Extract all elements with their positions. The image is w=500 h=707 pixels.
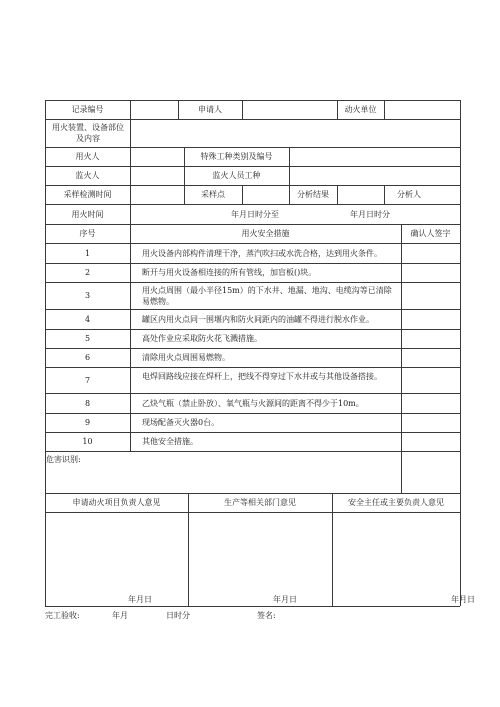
- hazard-label: 危害识别:: [46, 454, 81, 464]
- opinion-applicant-field[interactable]: [45, 513, 188, 593]
- opinion-department-date: 年月日: [273, 595, 297, 604]
- opinion-department-header: 生产等相关部门意见: [224, 498, 296, 507]
- grid-line: [460, 100, 461, 606]
- grid-line: [45, 606, 460, 607]
- confirm-signature-area[interactable]: [401, 243, 460, 451]
- measure-text: 用火点周围（最小半径15m）的下水井、地漏、地沟、电缆沟等已清除易燃物。: [142, 285, 392, 306]
- opinion-applicant-date: 年月日: [128, 595, 152, 604]
- special-type-label: 特殊工种类别及编号: [200, 152, 273, 161]
- analyst-field[interactable]: [434, 185, 460, 204]
- measure-no: 5: [84, 334, 91, 343]
- fire-time-from[interactable]: 年月日时分至: [231, 209, 279, 219]
- measure-no: 4: [84, 314, 91, 324]
- watcher-type-field[interactable]: [289, 166, 460, 185]
- measure-no: 7: [84, 375, 91, 385]
- opinion-safety-header: 安全主任或主要负责人意见: [348, 498, 444, 507]
- unit-field[interactable]: [384, 100, 460, 119]
- measure-text: 清除用火点周围易燃物。: [142, 353, 230, 362]
- measure-no: 3: [84, 291, 91, 300]
- measure-no: 1: [84, 248, 91, 258]
- record-no-label: 记录编号: [71, 105, 104, 114]
- fire-watcher-field[interactable]: [130, 166, 184, 185]
- opinion-applicant-header: 申请动火项目负责人意见: [72, 498, 161, 507]
- measure-text: 现场配备灭火器0台。: [142, 418, 220, 427]
- applicant-label: 申请人: [198, 105, 222, 114]
- analysis-result-label: 分析结果: [297, 190, 329, 199]
- sampling-time-label: 采样检测时间: [63, 190, 112, 199]
- measure-text: 高处作业应采取防火花飞溅措施。: [142, 334, 262, 343]
- sampling-point-field[interactable]: [242, 185, 289, 204]
- measure-text: 罐区内用火点同一围堰内和防火间距内的油罐不得进行脱水作业。: [142, 314, 374, 324]
- completion-day-time[interactable]: 日时分: [166, 610, 190, 620]
- opinion-department-field[interactable]: [188, 513, 332, 593]
- measure-text: 其他安全措施。: [142, 437, 198, 446]
- grid-line: [401, 451, 402, 493]
- measure-text: 乙炔气瓶（禁止卧放）、氧气瓶与火源间的距离不得少于10m。: [142, 398, 364, 408]
- opinion-safety-date: 年月日: [451, 595, 475, 604]
- fire-user-label: 用火人: [75, 152, 100, 161]
- location-field[interactable]: [130, 119, 460, 147]
- record-no-field[interactable]: [130, 100, 178, 119]
- applicant-field[interactable]: [242, 100, 337, 119]
- measure-no: 8: [84, 398, 91, 408]
- measure-no: 10: [82, 437, 93, 446]
- fire-watcher-label: 监火人: [75, 171, 100, 180]
- measure-no: 6: [84, 353, 91, 362]
- special-type-field[interactable]: [289, 147, 460, 166]
- analysis-result-field[interactable]: [337, 185, 384, 204]
- confirm-header: 确认人签字: [410, 229, 451, 238]
- measure-text: 断开与用火设备相连接的所有管线，加盲板()块。: [142, 268, 317, 277]
- sampling-time-field[interactable]: [130, 185, 184, 204]
- completion-year-month[interactable]: 年月: [112, 610, 128, 620]
- seq-header: 序号: [79, 229, 96, 238]
- hazard-field[interactable]: [130, 452, 401, 493]
- analyst-label: 分析人: [397, 190, 421, 199]
- opinion-safety-field[interactable]: [332, 513, 460, 593]
- location-label: 用火装置、设备部位及内容: [52, 123, 124, 143]
- unit-label: 动火单位: [344, 105, 377, 114]
- watcher-type-label: 监火人员工种: [212, 171, 261, 180]
- measure-no: 2: [84, 268, 91, 277]
- measures-header: 用火安全措施: [241, 229, 290, 238]
- measure-text: 用火设备内部构件清理干净，蒸汽吹扫或水洗合格，达到用火条件。: [142, 248, 382, 258]
- fire-user-field[interactable]: [130, 147, 184, 166]
- fire-time-to[interactable]: 年月日时分: [350, 209, 390, 219]
- completion-label: 完工验收:: [45, 610, 80, 620]
- completion-signature[interactable]: 签名:: [257, 610, 276, 620]
- measure-no: 9: [84, 418, 91, 427]
- sampling-point-label: 采样点: [201, 190, 225, 199]
- fire-time-label: 用火时间: [71, 209, 104, 219]
- measure-text: 电焊回路线应接在焊杆上，把线不得穿过下水井或与其他设备搭接。: [142, 371, 382, 381]
- grid-line: [130, 224, 131, 451]
